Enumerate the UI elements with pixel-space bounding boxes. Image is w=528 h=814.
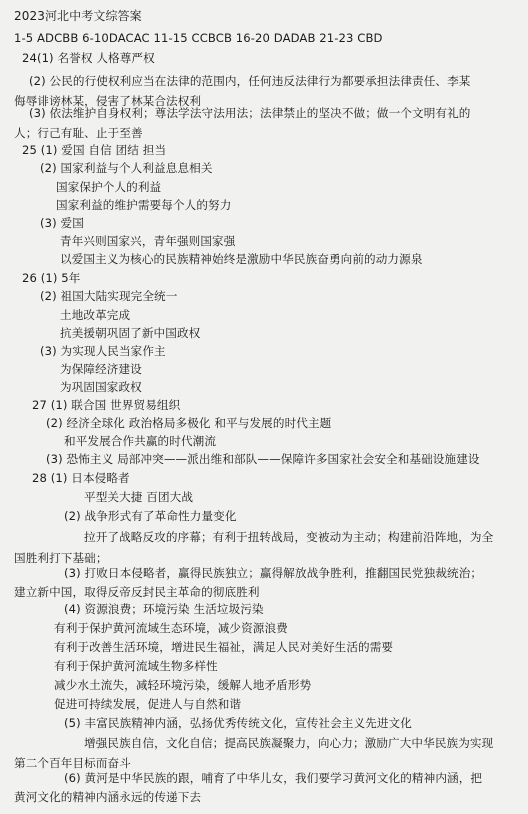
q28-part1-line1: 平型关大捷 百团大战 [84, 490, 194, 504]
q28-part4-line5: 促进可持续发展，促进人与自然和谐 [54, 697, 242, 711]
q28-part3-cont: 建立新中国，取得反帝反封民主革命的彻底胜利 [14, 585, 260, 599]
q26-part2: (2) 祖国大陆实现完全统一 [40, 289, 178, 303]
q25-part2: (2) 国家利益与个人利益息息相关 [40, 161, 213, 175]
q24-part1: 24(1) 名誉权 人格尊严权 [22, 51, 155, 65]
q26-part2-line1: 土地改革完成 [60, 308, 131, 322]
q24-part3: (3) 依法维护自身权利；尊法学法守法用法；法律禁止的坚决不做；做一个文明有礼的 [29, 106, 471, 120]
q25-part2-line2: 国家利益的维护需要每个人的努力 [56, 198, 232, 212]
q27-part1: 27 (1) 联合国 世界贸易组织 [32, 398, 181, 412]
q28-part4-line3: 有利于保护黄河流域生物多样性 [54, 659, 218, 673]
page-title: 2023河北中考文综答案 [14, 9, 142, 23]
q26-part3-line1: 为保障经济建设 [60, 362, 142, 376]
q28-part5-cont: 第二个百年目标而奋斗 [14, 756, 131, 770]
q28-part4-line2: 有利于改善生活环境，增进民生福祉，满足人民对美好生活的需要 [54, 640, 394, 654]
q28-part4-line4: 减少水土流失，减轻环境污染，缓解人地矛盾形势 [54, 678, 312, 692]
q27-part3: (3) 恐怖主义 局部冲突——派出维和部队——保障许多国家社会安全和基础设施建设 [46, 452, 480, 466]
q26-part2-line2: 抗美援朝巩固了新中国政权 [60, 326, 201, 340]
q26-part3: (3) 为实现人民当家作主 [40, 344, 166, 358]
q24-part2-cont: 侮辱诽谤林某，侵害了林某合法权利 [14, 94, 202, 108]
q28-part1: 28 (1) 日本侵略者 [32, 471, 130, 485]
q28-part4: (4) 资源浪费；环境污染 生活垃圾污染 [64, 602, 264, 616]
q28-part2-line1: 拉开了战略反攻的序幕；有利于扭转战局，变被动为主动；构建前沿阵地，为全 [84, 530, 494, 544]
q24-part2: (2) 公民的行使权利应当在法律的范围内，任何违反法律行为都要承担法律责任、李某 [29, 74, 471, 88]
q25-part3-line1: 青年兴则国家兴，青年强则国家强 [60, 234, 236, 248]
q28-part4-line1: 有利于保护黄河流域生态环境，减少资源浪费 [54, 621, 288, 635]
q26-part1: 26 (1) 5年 [22, 271, 81, 285]
q28-part5: (5) 丰富民族精神内涵，弘扬优秀传统文化，宣传社会主义先进文化 [64, 716, 412, 730]
q26-part3-line2: 为巩固国家政权 [60, 380, 142, 394]
q25-part1: 25 (1) 爱国 自信 团结 担当 [22, 143, 167, 157]
q27-part2-line1: 和平发展合作共赢的时代潮流 [64, 434, 217, 448]
q25-part3: (3) 爱国 [40, 216, 84, 230]
q25-part3-line2: 以爱国主义为核心的民族精神始终是激励中华民族奋勇向前的动力源泉 [60, 252, 423, 266]
q28-part6: (6) 黄河是中华民族的跟，哺育了中华儿女，我们要学习黄河文化的精神内涵，把 [64, 771, 483, 785]
q28-part6-cont: 黄河文化的精神内涵永远的传递下去 [14, 790, 202, 804]
q28-part2: (2) 战争形式有了革命性力量变化 [64, 509, 237, 523]
q25-part2-line1: 国家保护个人的利益 [56, 180, 162, 194]
q24-part3-cont: 人；行己有耻、止于至善 [14, 126, 143, 140]
q28-part3: (3) 打败日本侵略者，赢得民族独立；赢得解放战争胜利，推翻国民党独裁统治； [64, 566, 483, 580]
q27-part2: (2) 经济全球化 政治格局多极化 和平与发展的时代主题 [46, 416, 332, 430]
q28-part2-cont: 国胜利打下基础； [14, 551, 108, 565]
q28-part5-line1: 增强民族自信，文化自信；提高民族凝聚力，向心力；激励广大中华民族为实现 [84, 736, 494, 750]
choice-answers: 1-5 ADCBB 6-10DACAC 11-15 CCBCB 16-20 DADAB 21-23 CBD [14, 31, 383, 45]
